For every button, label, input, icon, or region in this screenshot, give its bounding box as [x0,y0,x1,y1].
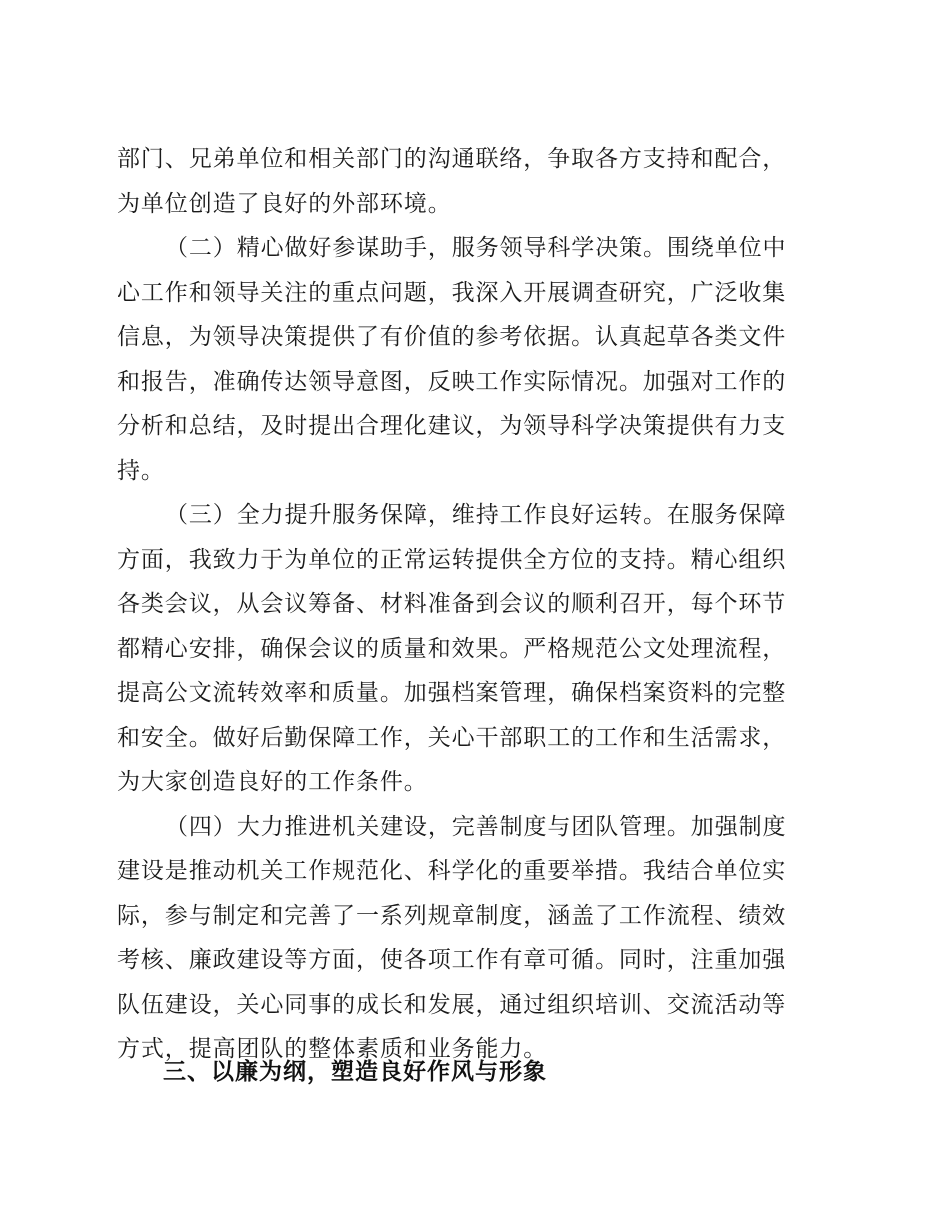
paragraph-start-line: （四）大力推进机关建设，完善制度与团队管理。加强制度 [165,813,787,840]
text-line: 方面，我致力于为单位的正常运转提供全方位的支持。精心组织 [117,546,787,573]
text-line: 考核、廉政建设等方面，使各项工作有章可循。同时，注重加强 [117,947,787,973]
text-line: 信息，为领导决策提供了有价值的参考依据。认真起草各类文件 [117,324,787,350]
text-line: 各类会议，从会议筹备、材料准备到会议的顺利召开，每个环节 [117,591,787,617]
text-line: 队伍建设，关心同事的成长和发展，通过组织培训、交流活动等 [117,991,787,1018]
text-line: 都精心安排，确保会议的质量和效果。严格规范公文处理流程， [117,635,787,662]
paragraph-start-line: （三）全力提升服务保障，维持工作良好运转。在服务保障 [165,502,787,528]
text-line: 部门、兄弟单位和相关部门的沟通联络，争取各方支持和配合， [117,146,787,172]
text-line: 为单位创造了良好的外部环境。 [117,190,452,217]
paragraph-start-line: （二）精心做好参谋助手，服务领导科学决策。围绕单位中 [165,235,787,261]
text-line: 为大家创造良好的工作条件。 [117,769,428,795]
text-line: 心工作和领导关注的重点问题，我深入开展调查研究，广泛收集 [117,279,787,306]
body-text [117,137,817,1072]
text-line: 分析和总结，及时提出合理化建议，为领导科学决策提供有力支 [117,413,787,439]
text-line: 提高公文流转效率和质量。加强档案管理，确保档案资料的完整 [117,680,787,706]
text-line: 和安全。做好后勤保障工作，关心干部职工的工作和生活需求， [117,724,787,751]
text-line: 建设是推动机关工作规范化、科学化的重要举措。我结合单位实 [117,858,787,884]
text-line: 方式，提高团队的整体素质和业务能力。 [117,1036,548,1062]
text-line: 持。 [117,457,165,484]
section-heading: 三、以廉为纲，塑造良好作风与形象 [163,1059,547,1085]
text-line: 际，参与制定和完善了一系列规章制度，涵盖了工作流程、绩效 [117,902,787,929]
text-line: 和报告，准确传达领导意图，反映工作实际情况。加强对工作的 [117,368,787,395]
